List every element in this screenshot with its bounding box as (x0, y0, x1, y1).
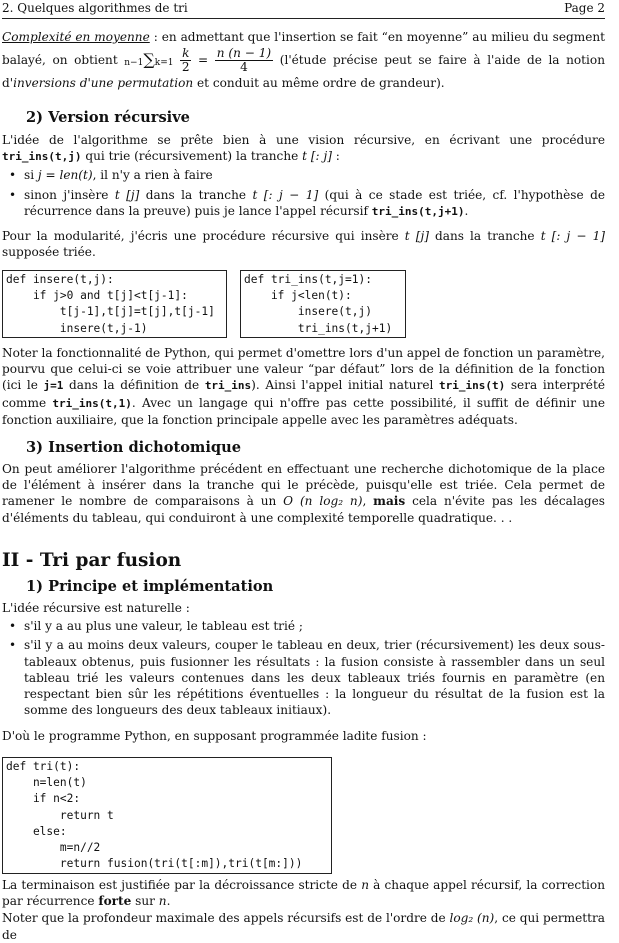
header-page-number: Page 2 (564, 1, 605, 15)
termination-paragraph: La terminaison est justifiée par la décroissance stricte de n à chaque appel récursif, la correction par récurrence forte sur n. Noter que la profondeur maximale des appels récursifs est de l'ordre de log₂ (n), ce qui permettra de (2, 878, 606, 942)
dichotomic-paragraph: On peut améliorer l'algorithme précédent en effectuant une recherche dichotomique de la place de l'élément à insérer dans la tranche qui le précède, puisqu'elle est triée. Cela permet de ramener le nombre de comparaisons à un O (n log₂ n), mais cela n'évite pas les décalages d'éléments du tableau, qui conduiront à une complexité temporelle quadratique. . . (2, 462, 606, 525)
list-item: • si j = len(t), il n'y a rien à faire (2, 167, 605, 183)
section-title-recursive: 2) Version récursive (26, 109, 190, 126)
code-block-tri-ins: def tri_ins(t,j=1): if j<len(t): insere(t,j) tri_ins(t,j+1) (240, 270, 406, 338)
section-title-principle: 1) Principe et implémentation (26, 578, 274, 595)
complexity-lead: Complexité en moyenne (2, 30, 150, 44)
part-title-merge-sort: II - Tri par fusion (2, 550, 182, 571)
header-title: 2. Quelques algorithmes de tri (2, 1, 188, 15)
complexity-text-2: (l'étude précise peut se faire à l'aide de la notion d' (2, 53, 605, 90)
part-merge-sort (2, 550, 605, 745)
python-default-param-paragraph: Noter la fonctionnalité de Python, qui permet d'omettre lors d'un appel de fonction un paramètre, pourvu que celui-ci se voie attribuer une valeur “par défaut” lors de la définition de la fonction (ici le j=1 dans la définition de tri_ins). Ainsi l'appel initial naturel tri_ins(t) sera interprété comme tri_ins(t,1). Avec un langage qui n'offre pas cette possibilité, il suffit de définir une fonction auxiliaire, que la fonction principale appelle avec les paramètres adéquats. (2, 346, 605, 427)
section-title-dichotomic: 3) Insertion dichotomique (26, 439, 242, 456)
recursive-intro: L'idée de l'algorithme se prête bien à une vision récursive, en écrivant une procédure tri_ins(t,j) qui trie (récursivement) la tranche t [: j] : (2, 133, 605, 164)
frac2-num: n (n − 1) (216, 46, 272, 60)
running-header (2, 0, 605, 16)
code-block-insere: def insere(t,j): if j>0 and t[j]<t[j-1]: t[j-1],t[j]=t[j],t[j-1] insere(t,j-1) (2, 270, 227, 338)
code-block-tri: def tri(t): n=len(t) if n<2: return t else: m=n//2 return fusion(tri(t[:m]),tri(t[m:])) (2, 757, 332, 874)
section-dichotomic-insertion (2, 438, 605, 526)
code-tri-ins-tj: tri_ins(t,j) (2, 150, 82, 164)
list-item: • sinon j'insère t [j] dans la tranche t [: j − 1] (qui à ce stade est triée, cf. l'hypothèse de récurrence dans la preuve) puis je lance l'appel récursif tri_ins(t,j+1). (2, 187, 605, 220)
frac2-den: 4 (240, 60, 248, 74)
modularity-paragraph: Pour la modularité, j'écris une procédure récursive qui insère t [j] dans la tranche t [: j − 1] supposée triée. (2, 229, 606, 260)
fraction-k-over-2 (180, 47, 191, 74)
frac1-num: k (182, 46, 190, 60)
list-item: • s'il y a au moins deux valeurs, couper le tableau en deux, trier (récursivement) les deux sous-tableaux obtenus, puis fusionner les résultats : la fusion consiste à rassembler dans un seul tableau trié les valeurs contenues dans les deux tableaux triés fournis en paramètre (en respectant bien sûr les répétitions éventuelles : la longueur du résultat de la fusion est la somme des longueurs des deux tableaux initiaux). (2, 637, 605, 718)
sum-symbol: n−1∑k=1 (124, 50, 174, 69)
sum-lower: k=1 (154, 58, 174, 68)
header-rule (2, 18, 605, 19)
complexity-paragraph: Complexité en moyenne : en admettant que l'insertion se fait “en moyenne” au milieu du segment balayé, on obtient n−1∑k=1 $\frac{k}{2}$ = $\frac{n (n - 1)}{4}$ (l'étude précise peut se faire à l'aide de la notion d'inversions d'une permutation et conduit au même ordre de grandeur). (2, 30, 605, 90)
sum-upper: n−1 (124, 58, 144, 68)
recursion-depth-paragraph: Noter que la profondeur maximale des appels récursifs est de l'ordre de log₂ (n), ce qui permettra de (2, 911, 606, 942)
list-item: • s'il y a au plus une valeur, le tableau est trié ; (2, 618, 605, 634)
section-recursive-version (2, 108, 605, 260)
recursive-bullets (2, 167, 605, 220)
merge-program-intro: D'où le programme Python, en supposant programmée ladite fusion : (2, 729, 427, 744)
complexity-text-1: : en admettant que l'insertion se fait “en moyenne” au milieu du segment balayé, on obtient (2, 30, 605, 67)
complexity-text-italic: inversions d'une permutation (13, 76, 194, 90)
frac1-den: 2 (181, 60, 190, 74)
fraction-n-n-1-over-4 (215, 47, 273, 74)
merge-bullets (2, 618, 605, 718)
merge-intro: L'idée récursive est naturelle : (2, 601, 190, 615)
complexity-text-3: et conduit au même ordre de grandeur). (193, 76, 445, 90)
